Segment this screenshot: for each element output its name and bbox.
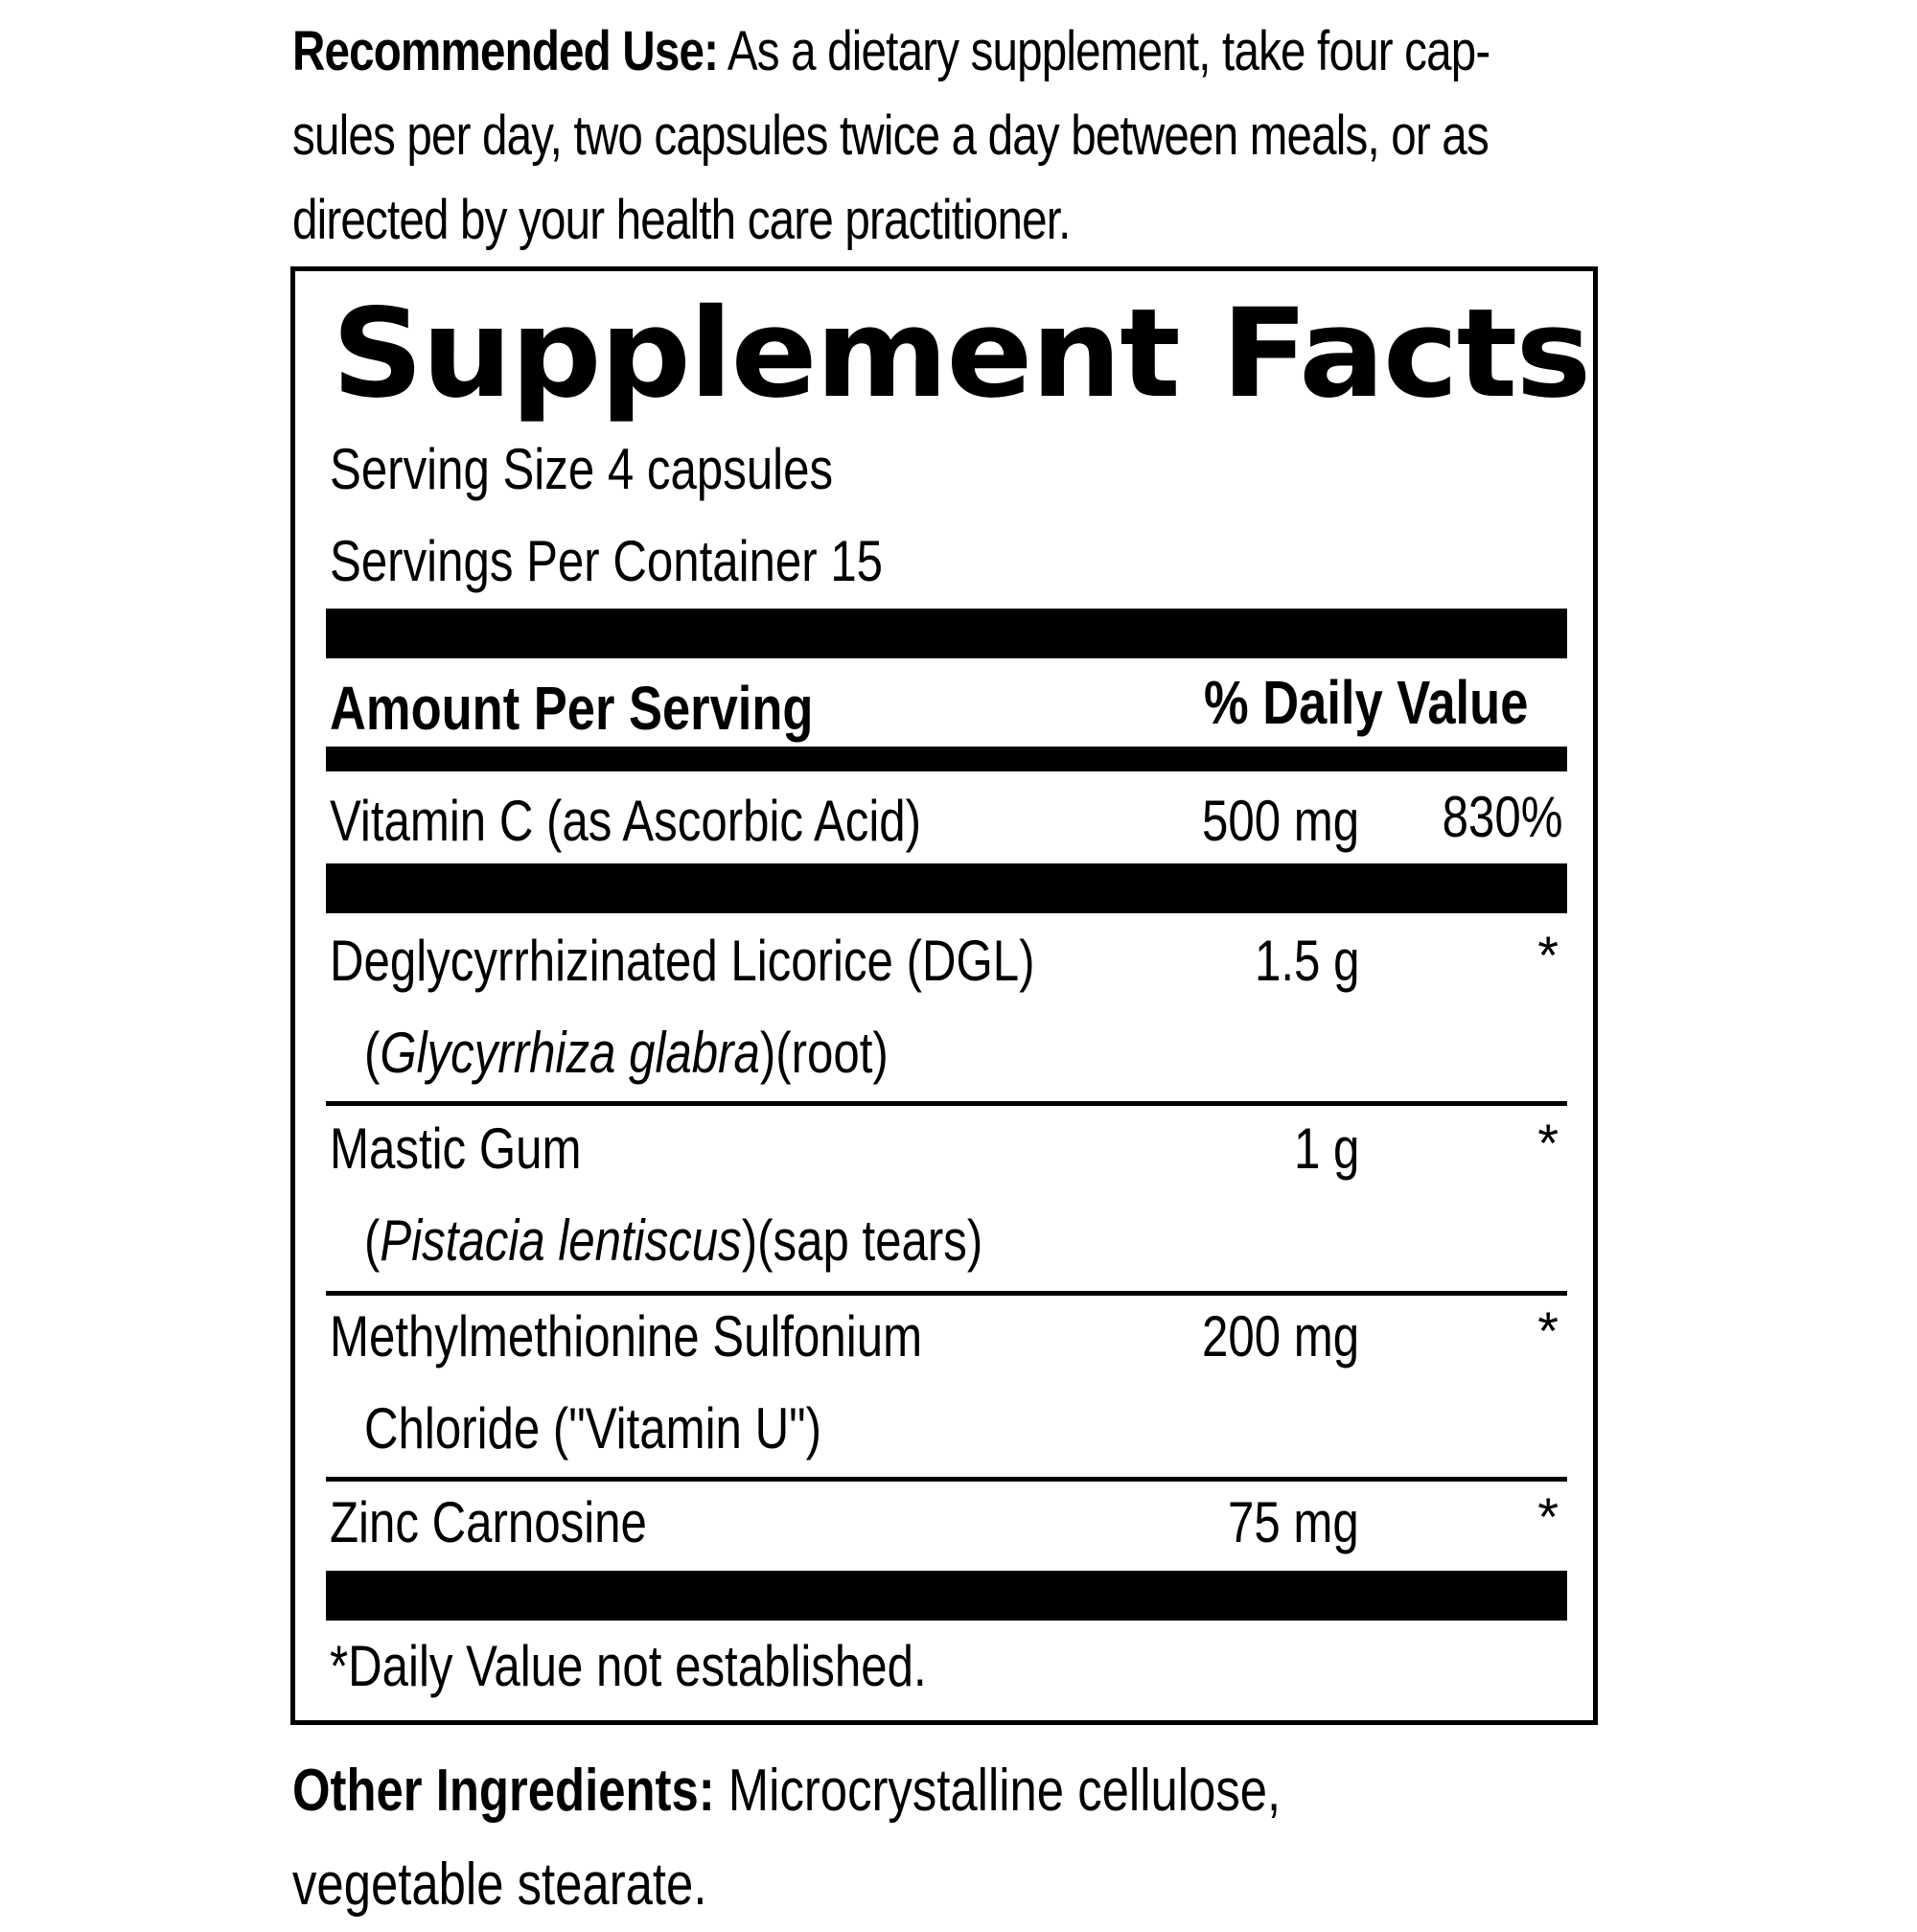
nutrient-daily-value: *	[1537, 1300, 1559, 1361]
medium-divider	[326, 747, 1567, 771]
nutrient-amount: 500 mg	[1201, 789, 1359, 853]
other-ingredients-label: Other Ingredients:	[292, 1758, 715, 1824]
nutrient-name: Deglycyrrhizinated Licorice (DGL)	[330, 929, 1035, 993]
footnote: *Daily Value not established.	[330, 1634, 927, 1698]
nutrient-amount: 200 mg	[1201, 1304, 1359, 1368]
recommended-line-2: sules per day, two capsules twice a day between meals, or as	[292, 104, 1489, 167]
thick-divider	[326, 863, 1567, 913]
other-ingredients-line-2: vegetable stearate.	[292, 1852, 707, 1918]
nutrient-name: Vitamin C (as Ascorbic Acid)	[330, 789, 922, 853]
nutrient-daily-value: *	[1537, 1486, 1559, 1547]
nutrient-name: Zinc Carnosine	[330, 1490, 647, 1554]
thick-divider	[326, 609, 1567, 658]
thin-divider	[326, 1101, 1567, 1106]
nutrient-amount: 1.5 g	[1254, 929, 1359, 993]
amount-per-serving-header: Amount Per Serving	[330, 674, 814, 743]
serving-size: Serving Size 4 capsules	[330, 437, 834, 501]
nutrient-name: Methylmethionine Sulfonium	[330, 1304, 923, 1368]
daily-value-header: % Daily Value	[1204, 668, 1529, 737]
supplement-facts-panel	[290, 266, 1598, 1725]
nutrient-source: (Pistacia lentiscus)(sap tears)	[364, 1208, 983, 1273]
nutrient-daily-value: *	[1537, 1113, 1559, 1173]
thin-divider	[326, 1477, 1567, 1482]
nutrient-source: Chloride ("Vitamin U")	[364, 1396, 821, 1460]
nutrient-daily-value: 830%	[1442, 785, 1562, 849]
thin-divider	[326, 1291, 1567, 1296]
recommended-line-3: directed by your health care practitioner.	[292, 189, 1071, 251]
nutrient-daily-value: *	[1537, 925, 1559, 985]
other-ingredients-line-1: Other Ingredients: Microcrystalline cellulose,	[292, 1758, 1282, 1824]
nutrient-amount: 75 mg	[1228, 1490, 1359, 1554]
nutrient-source: (Glycyrrhiza glabra)(root)	[364, 1021, 889, 1085]
nutrient-name: Mastic Gum	[330, 1116, 582, 1181]
recommended-label: Recommended Use:	[292, 20, 719, 82]
nutrient-amount: 1 g	[1293, 1116, 1359, 1181]
other-ingredients	[292, 1744, 1634, 1932]
panel-title: Supplement Facts	[332, 283, 1590, 426]
servings-per-container: Servings Per Container 15	[330, 529, 884, 593]
recommended-line-1: Recommended Use: As a dietary supplement, take four cap-	[292, 20, 1490, 82]
recommended-use	[292, 10, 1615, 263]
thick-divider	[326, 1571, 1567, 1621]
